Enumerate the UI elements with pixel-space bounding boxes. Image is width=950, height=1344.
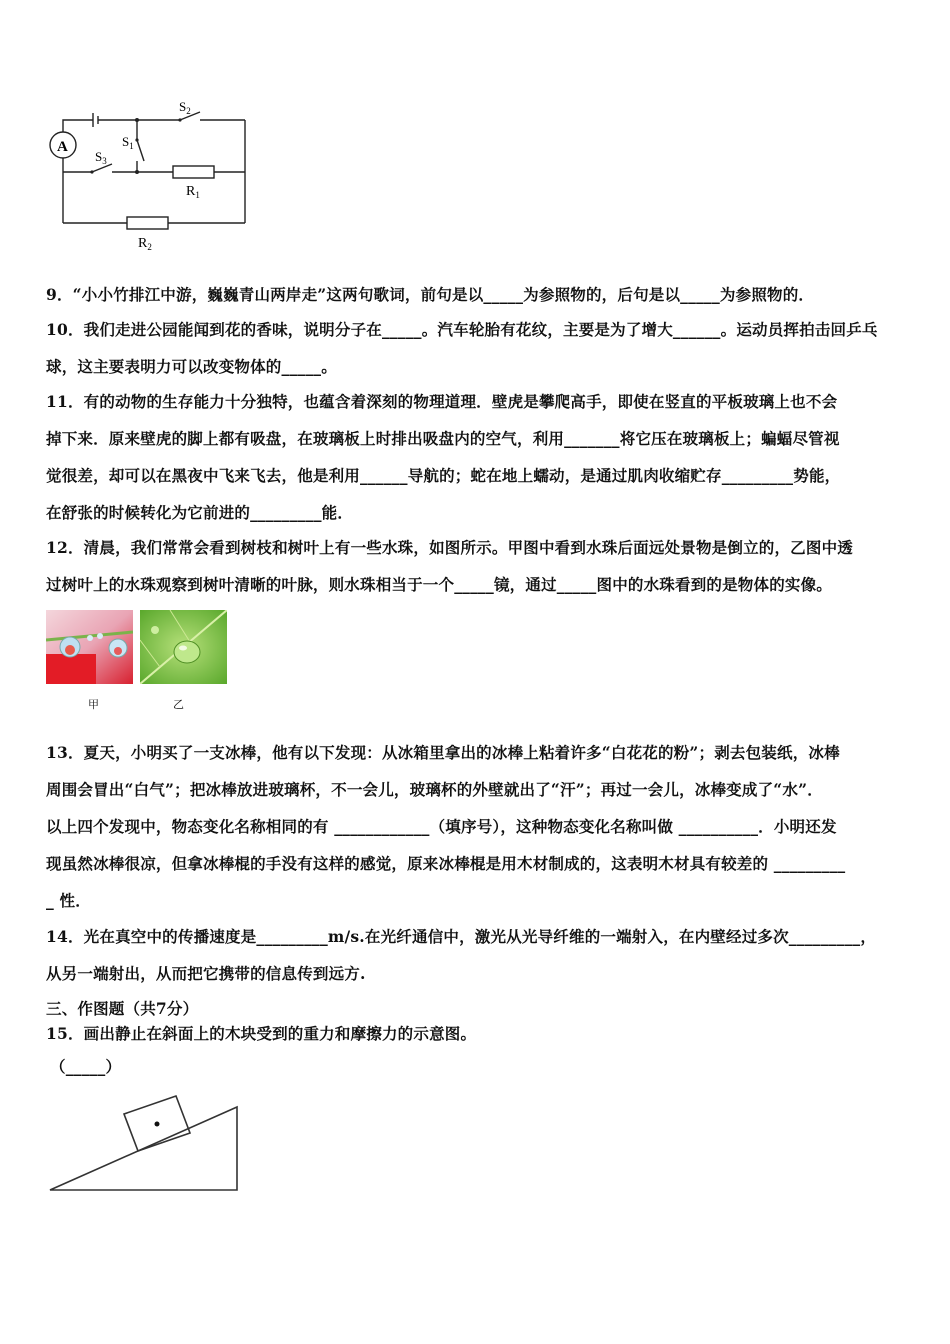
r1-label: $R_1$ [186,184,200,200]
question-13-line-2: 周围会冒出“白气”；把冰棒放进玻璃杯，不一会儿，玻璃杯的外壁就出了“汗”；再过一会儿，冰棒变成了“水”． [46,780,823,799]
photo-yi [140,610,227,684]
photo-jia-caption: 甲 [88,698,99,711]
question-12-line-1: 12．清晨，我们常常会看到树枝和树叶上有一些水珠，如图所示。甲图中看到水珠后面远处景物是倒立的，乙图中透 [46,538,853,557]
question-9: 9．“小小竹排江中游，巍巍青山两岸走”这两句歌词，前句是以_____为参照物的，后句是以_____为参照物的． [46,285,815,304]
question-15: 15．画出静止在斜面上的木块受到的重力和摩擦力的示意图。 [46,1024,477,1043]
question-11-line-4: 在舒张的时候转化为它前进的_________能． [46,503,354,522]
question-13-line-3: 以上四个发现中，物态变化名称相同的有 ____________（填序号），这种物态变化名称叫做 __________．小明还发 [46,817,837,836]
question-13-line-1: 13．夏天，小明买了一支冰棒，他有以下发现：从冰箱里拿出的冰棒上粘着许多“白花花的粉”；剥去包装纸，冰棒 [46,743,840,762]
question-15-answer-blank: （_____） [50,1057,122,1076]
question-10-line-2: 球，这主要表明力可以改变物体的_____。 [46,357,337,376]
photo-jia [46,610,133,684]
question-11-line-2: 掉下来．原来壁虎的脚上都有吸盘，在玻璃板上时排出吸盘内的空气，利用_______将它压在玻璃板上；蝙蝠尽管视 [46,429,840,448]
ammeter-label: A [57,139,68,155]
section-3-heading: 三、作图题（共7分） [46,999,199,1018]
r2-label: $R_2$ [138,236,152,252]
incline-diagram [46,1090,246,1200]
question-13-line-4: 现虽然冰棒很凉，但拿冰棒棍的手没有这样的感觉，原来冰棒棍是用木材制成的，这表明木材具有较差的 _________ [46,854,846,873]
question-11-line-3: 觉很差，却可以在黑夜中飞来飞去，他是利用______导航的；蛇在地上蠕动，是通过肌肉收缩贮存_________势能， [46,466,841,485]
block-center-dot [155,1122,160,1127]
question-11-line-1: 11．有的动物的生存能力十分独特，也蕴含着深刻的物理道理．壁虎是攀爬高手，即使在竖直的平板玻璃上也不会 [46,392,838,411]
s2-label: $S_2$ [179,99,191,116]
question-10-line-1: 10．我们走进公园能闻到花的香味，说明分子在_____。汽车轮胎有花纹，主要是为了增大______。运动员挥拍击回乒乓 [46,320,878,339]
circuit-diagram [40,95,265,260]
question-12-line-2: 过树叶上的水珠观察到树叶清晰的叶脉，则水珠相当于一个_____镜，通过_____图中的水珠看到的是物体的实像。 [46,575,833,594]
question-14-line-2: 从另一端射出，从而把它携带的信息传到远方. [46,964,366,983]
question-14-line-1: 14．光在真空中的传播速度是_________m/s.在光纤通信中，激光从光导纤维的一端射入，在内壁经过多次_________， [46,927,877,946]
s3-label: $S_3$ [95,149,107,166]
photo-yi-caption: 乙 [173,698,184,711]
question-13-line-5: _ 性． [46,891,91,910]
s1-label: $S_1$ [122,134,134,151]
